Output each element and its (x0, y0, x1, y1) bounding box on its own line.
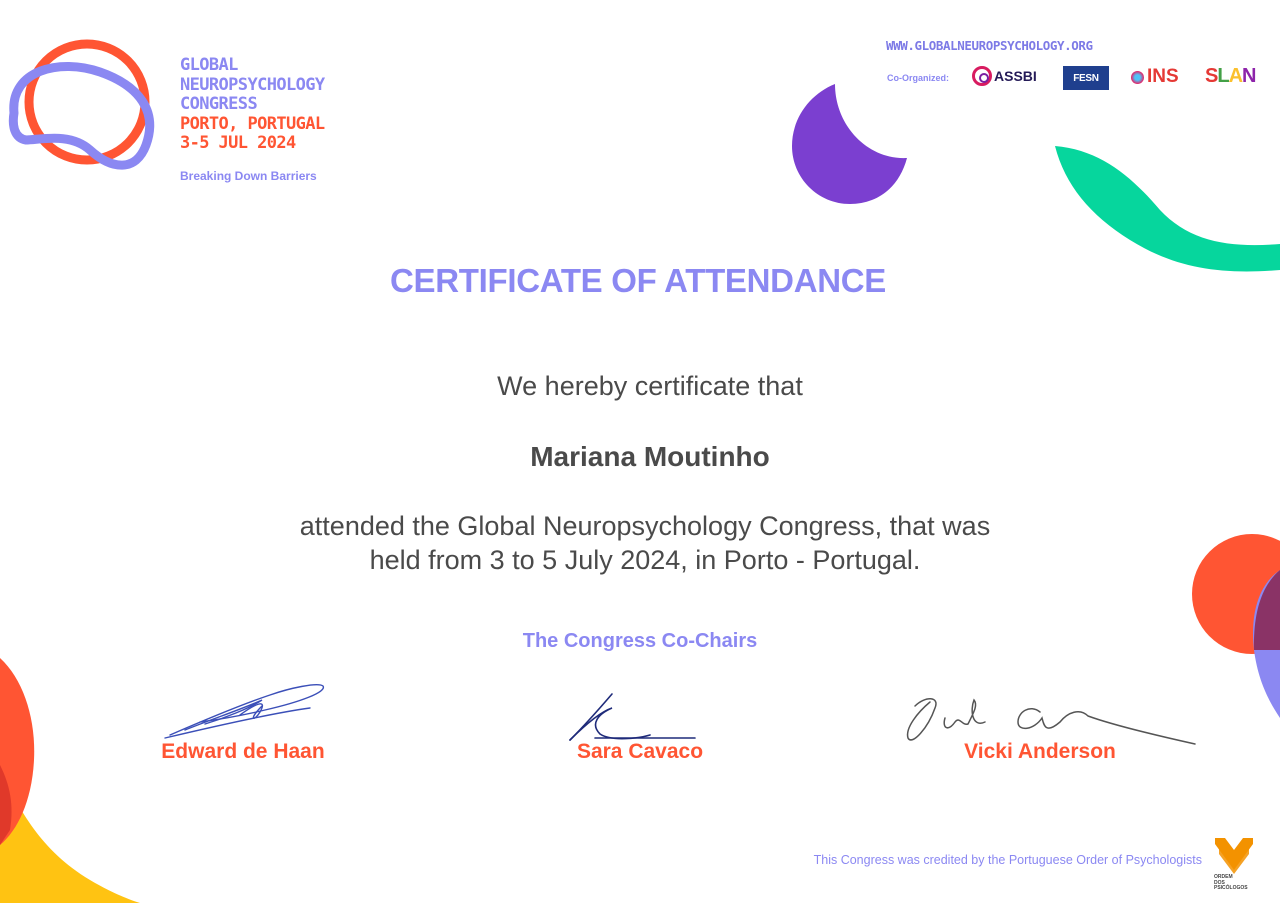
ins-label: INS (1147, 66, 1179, 87)
opp-text-line-2: DOS (1214, 879, 1225, 886)
recipient-name: Mariana Moutinho (530, 441, 770, 472)
credit-statement: This Congress was credited by the Portuguese Order of Psychologists (813, 853, 1202, 867)
order-of-psychologists-logo-text (1214, 875, 1248, 892)
purple-crescent-shape (792, 84, 907, 204)
opp-text-line-1: ORDEM (1214, 874, 1233, 880)
opp-text-line-3: PSICÓLOGOS (1214, 885, 1248, 891)
slan-letter-s: S (1205, 65, 1218, 87)
certificate-title: CERTIFICATE OF ATTENDANCE (389, 262, 887, 299)
logo-line-congress: CONGRESS (180, 94, 258, 114)
signatory-name-1: Edward de Haan (161, 740, 325, 763)
signatory-name-2: Sara Cavaco (576, 740, 704, 763)
congress-logo-text (180, 56, 325, 154)
certificate-intro: We hereby certificate that (497, 371, 803, 401)
ins-icon (1131, 71, 1144, 84)
tagline: Breaking Down Barriers (180, 169, 317, 183)
logo-line-dates: 3-5 JUL 2024 (180, 133, 296, 153)
slan-logo (1205, 65, 1255, 88)
signature-edward-de-haan (165, 685, 323, 738)
slan-letter-n: N (1242, 65, 1256, 87)
website-url[interactable]: WWW.GLOBALNEUROPSYCHOLOGY.ORG (886, 38, 1093, 53)
assbi-label: ASSBI (994, 68, 1037, 84)
logo-line-global: GLOBAL (180, 55, 238, 75)
fesn-label: FESN (1073, 72, 1099, 84)
co-organized-label: Co-Organized: (887, 73, 949, 83)
order-of-psychologists-logo-icon (1215, 838, 1253, 874)
co-chairs-heading: The Congress Co-Chairs (522, 630, 758, 652)
ins-logo (1131, 66, 1179, 88)
green-wave-shape (1055, 146, 1280, 271)
logo-line-location: PORTO, PORTUGAL (180, 113, 325, 134)
signature-sara-cavaco (570, 694, 695, 740)
assbi-icon (972, 66, 992, 86)
congress-logo-icon (13, 44, 149, 165)
slan-letter-a: A (1228, 65, 1243, 87)
logo-line-neuropsychology: NEUROPSYCHOLOGY (180, 74, 325, 95)
certificate-body-line-1: attended the Global Neuropsychology Congress, that was (299, 511, 991, 541)
fesn-logo (1063, 66, 1109, 90)
signatory-name-3: Vicki Anderson (964, 740, 1116, 763)
assbi-logo (972, 66, 1037, 86)
certificate-body-line-2: held from 3 to 5 July 2024, in Porto - Portugal. (369, 545, 921, 575)
signature-vicki-anderson (908, 699, 1195, 744)
certificate-body (0, 509, 1280, 577)
slan-letter-l: L (1217, 65, 1229, 87)
